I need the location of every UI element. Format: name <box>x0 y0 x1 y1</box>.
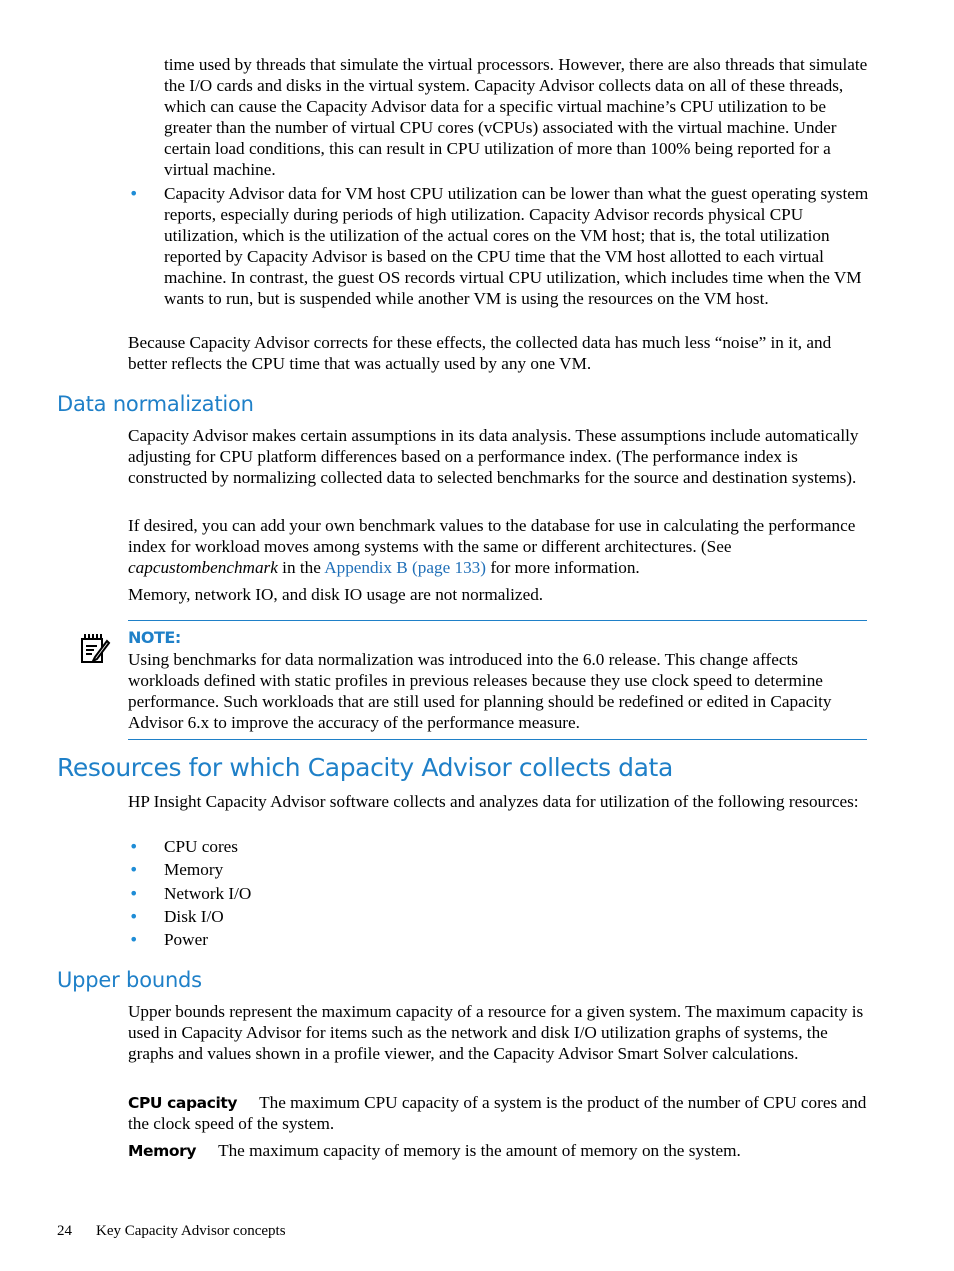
intro-paragraph: Because Capacity Advisor corrects for these effects, the collected data has much less “noise” in it, and better reflects the CPU time that was actually used by any one VM. <box>128 333 832 373</box>
bullet-icon: • <box>129 184 139 203</box>
list-item: CPU cores <box>164 837 238 856</box>
upper-bounds-para: Upper bounds represent the maximum capacity of a resource for a given system. The maximum capacity is used in Capacity Advisor for items such as the network and disk I/O utilization graphs of systems, the graphs and values shown in a profile viewer, and the Capacity Advisor Smart Solver calculations. <box>128 1002 864 1063</box>
bullet-vm-host-text: Capacity Advisor data for VM host CPU utilization can be lower than what the guest operating system reports, especially during periods of high utilization. Capacity Advisor records physical CPU utilization, which is the utilization of the actual cores on the VM host; that is, the total utilization reported by Capacity Advisor is based on the CPU time that the VM host allotted to each virtual machine. In contrast, the guest OS records virtual CPU utilization, which includes time when the VM wants to run, but is suspended while another VM is using the resources on the VM host. <box>164 184 869 308</box>
continued-bullet-text: time used by threads that simulate the virtual processors. However, there are also threads that simulate the I/O cards and disks in the virtual system. Capacity Advisor collects data on all of these threads, which can cause the Capacity Advisor data for a specific virtual machine’s CPU utilization to be greater than the number of virtual CPU cores (vCPUs) associated with the virtual machine. Under certain load conditions, this can result in CPU utilization of more than 100% being reported for a virtual machine. <box>164 55 868 179</box>
memory-definition <box>128 1141 868 1162</box>
memory-term: Memory <box>128 1142 197 1160</box>
note-pencil-icon <box>79 631 111 665</box>
bullet-icon: • <box>129 907 139 926</box>
appendix-b-link[interactable]: Appendix B (page 133) <box>324 557 487 577</box>
page-number: 24 <box>57 1223 72 1239</box>
data-normalization-para1: Capacity Advisor makes certain assumptions in its data analysis. These assumptions include automatically adjusting for CPU platform differences based on a performance index. (The performance index is constructed by normalizing collected data to selected benchmarks for the source and destination systems). <box>128 426 859 487</box>
footer-section-title: Key Capacity Advisor concepts <box>96 1223 286 1239</box>
note-bottom-rule <box>128 739 867 740</box>
data-normalization-para2 <box>128 516 868 579</box>
note-title: NOTE: <box>128 628 181 647</box>
cpu-capacity-text: The maximum CPU capacity of a system is the product of the number of CPU cores and the clock speed of the system. <box>128 1093 867 1133</box>
para2-text-after: for more information. <box>486 557 640 577</box>
bullet-icon: • <box>129 860 139 879</box>
cpu-capacity-term: CPU capacity <box>128 1094 238 1112</box>
resources-intro: HP Insight Capacity Advisor software collects and analyzes data for utilization of the following resources: <box>128 792 859 811</box>
list-item: Power <box>164 930 208 949</box>
list-item: Network I/O <box>164 884 252 903</box>
memory-text: The maximum capacity of memory is the amount of memory on the system. <box>218 1141 741 1160</box>
bullet-icon: • <box>129 930 139 949</box>
bullet-icon: • <box>129 837 139 856</box>
para2-text-middle: in the <box>277 557 325 577</box>
data-normalization-para3: Memory, network IO, and disk IO usage are not normalized. <box>128 585 544 604</box>
bullet-icon: • <box>129 884 139 903</box>
resources-heading: Resources for which Capacity Advisor collects data <box>57 753 673 782</box>
para2-text-before: If desired, you can add your own benchmark values to the database for use in calculating the performance index for workload moves among systems with the same or different architectures. (See <box>128 516 856 556</box>
data-normalization-heading: Data normalization <box>57 392 254 416</box>
list-item: Disk I/O <box>164 907 224 926</box>
note-text: Using benchmarks for data normalization was introduced into the 6.0 release. This change affects workloads defined with static profiles in previous releases because they use clock speed to determine performance. Such workloads that are still used for planning should be redefined or edited in Capacity Advisor 6.x to improve the accuracy of the performance measure. <box>128 650 832 732</box>
capcustombenchmark-term: capcustombenchmark <box>128 557 278 577</box>
upper-bounds-heading: Upper bounds <box>57 968 202 992</box>
note-top-rule <box>128 620 867 621</box>
list-item: Memory <box>164 860 224 879</box>
cpu-capacity-definition <box>128 1093 868 1135</box>
